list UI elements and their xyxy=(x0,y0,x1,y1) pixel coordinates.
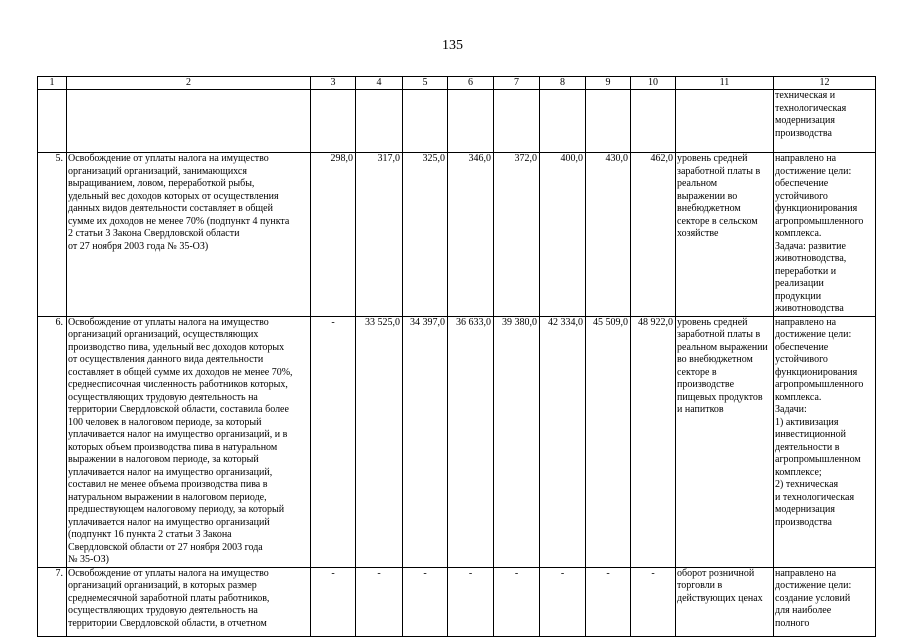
value-cell xyxy=(448,90,494,153)
value-cell: 298,0 xyxy=(311,153,356,317)
value-cell: - xyxy=(586,567,631,636)
goal-cell: направлено на достижение цели: обеспечение устойчивого функционирования агропромышленного комплекса. Задача: развитие животноводства, переработки и реализации продукции животноводства xyxy=(774,153,876,317)
value-cell: - xyxy=(311,316,356,567)
column-header: 12 xyxy=(774,77,876,90)
table-row xyxy=(38,316,876,567)
value-cell: 42 334,0 xyxy=(540,316,586,567)
column-header: 5 xyxy=(403,77,448,90)
goal-cell: техническая и технологическая модернизация производства xyxy=(774,90,876,153)
value-cell: 346,0 xyxy=(448,153,494,317)
indicator-cell: оборот розничной торговли в действующих ценах xyxy=(676,567,774,636)
value-cell xyxy=(494,90,540,153)
row-number: 6. xyxy=(38,316,67,567)
value-cell xyxy=(311,90,356,153)
column-header: 6 xyxy=(448,77,494,90)
benefit-description: Освобождение от уплаты налога на имущество организаций организаций, занимающихся выращиванием, ловом, переработкой рыбы, удельный вес доходов которых от осуществления данных видов деятельности составляет в общей сумме их доходов не менее 70% (подпункт 4 пункта 2 статьи 3 Закона Свердловской области от 27 ноября 2003 года № 35-ОЗ) xyxy=(67,153,311,317)
value-cell: 325,0 xyxy=(403,153,448,317)
row-number: 5. xyxy=(38,153,67,317)
goal-cell: направлено на достижение цели: создание условий для наиболее полного xyxy=(774,567,876,636)
value-cell xyxy=(356,90,403,153)
column-header: 7 xyxy=(494,77,540,90)
value-cell: 48 922,0 xyxy=(631,316,676,567)
benefit-description: Освобождение от уплаты налога на имущество организаций организаций, осуществляющих производство пива, удельный вес доходов которых от осуществления данного вида деятельности составляет в общей сумме их доходов не менее 70%, среднесписочная численность работников которых, осуществляющих трудовую деятельность на территории Свердловской области, составила более 100 человек в налоговом периоде, за который уплачивается налог на имущество организаций, и в которых объем производства пива в натуральном выражении в налоговом периоде, за который уплачивается налог на имущество организаций, составил не менее объема производства пива в натуральном выражении в налоговом периоде, предшествующем налоговому периоду, за который уплачивается налог на имущество организаций (подпункт 16 пункта 2 статьи 3 Закона Свердловской области от 27 ноября 2003 года № 35-ОЗ) xyxy=(67,316,311,567)
value-cell: - xyxy=(448,567,494,636)
tax-benefits-table xyxy=(37,76,876,637)
column-header: 8 xyxy=(540,77,586,90)
column-header: 9 xyxy=(586,77,631,90)
value-cell: 33 525,0 xyxy=(356,316,403,567)
column-header: 1 xyxy=(38,77,67,90)
value-cell: 462,0 xyxy=(631,153,676,317)
column-header: 10 xyxy=(631,77,676,90)
value-cell: 317,0 xyxy=(356,153,403,317)
value-cell: - xyxy=(356,567,403,636)
value-cell: 372,0 xyxy=(494,153,540,317)
column-header: 3 xyxy=(311,77,356,90)
value-cell xyxy=(403,90,448,153)
indicator-cell: уровень средней заработной платы в реальном выражении во внебюджетном секторе в сельском хозяйстве xyxy=(676,153,774,317)
table-row xyxy=(38,153,876,317)
value-cell: - xyxy=(403,567,448,636)
goal-cell: направлено на достижение цели: обеспечение устойчивого функционирования агропромышленного комплекса. Задачи: 1) активизация инвестиционной деятельности в агропромышленном комплексе; 2) техническая и технологическая модернизация производства xyxy=(774,316,876,567)
table-row xyxy=(38,567,876,636)
row-number: 7. xyxy=(38,567,67,636)
column-header: 2 xyxy=(67,77,311,90)
column-header: 11 xyxy=(676,77,774,90)
row-number xyxy=(38,90,67,153)
value-cell: 400,0 xyxy=(540,153,586,317)
value-cell: 34 397,0 xyxy=(403,316,448,567)
table-row xyxy=(38,90,876,153)
value-cell xyxy=(631,90,676,153)
value-cell: - xyxy=(311,567,356,636)
value-cell xyxy=(540,90,586,153)
column-header: 4 xyxy=(356,77,403,90)
value-cell xyxy=(586,90,631,153)
benefit-description: Освобождение от уплаты налога на имущество организаций организаций, в которых размер среднемесячной заработной платы работников, осуществляющих трудовую деятельность на территории Свердловской области, в отчетном xyxy=(67,567,311,636)
value-cell: 39 380,0 xyxy=(494,316,540,567)
value-cell: - xyxy=(631,567,676,636)
page-number: 135 xyxy=(442,38,463,53)
value-cell: 36 633,0 xyxy=(448,316,494,567)
benefit-description xyxy=(67,90,311,153)
value-cell: - xyxy=(540,567,586,636)
indicator-cell: уровень средней заработной платы в реальном выражении во внебюджетном секторе в производстве пищевых продуктов и напитков xyxy=(676,316,774,567)
table-header-row xyxy=(38,77,876,90)
value-cell: 430,0 xyxy=(586,153,631,317)
value-cell: 45 509,0 xyxy=(586,316,631,567)
indicator-cell xyxy=(676,90,774,153)
value-cell: - xyxy=(494,567,540,636)
